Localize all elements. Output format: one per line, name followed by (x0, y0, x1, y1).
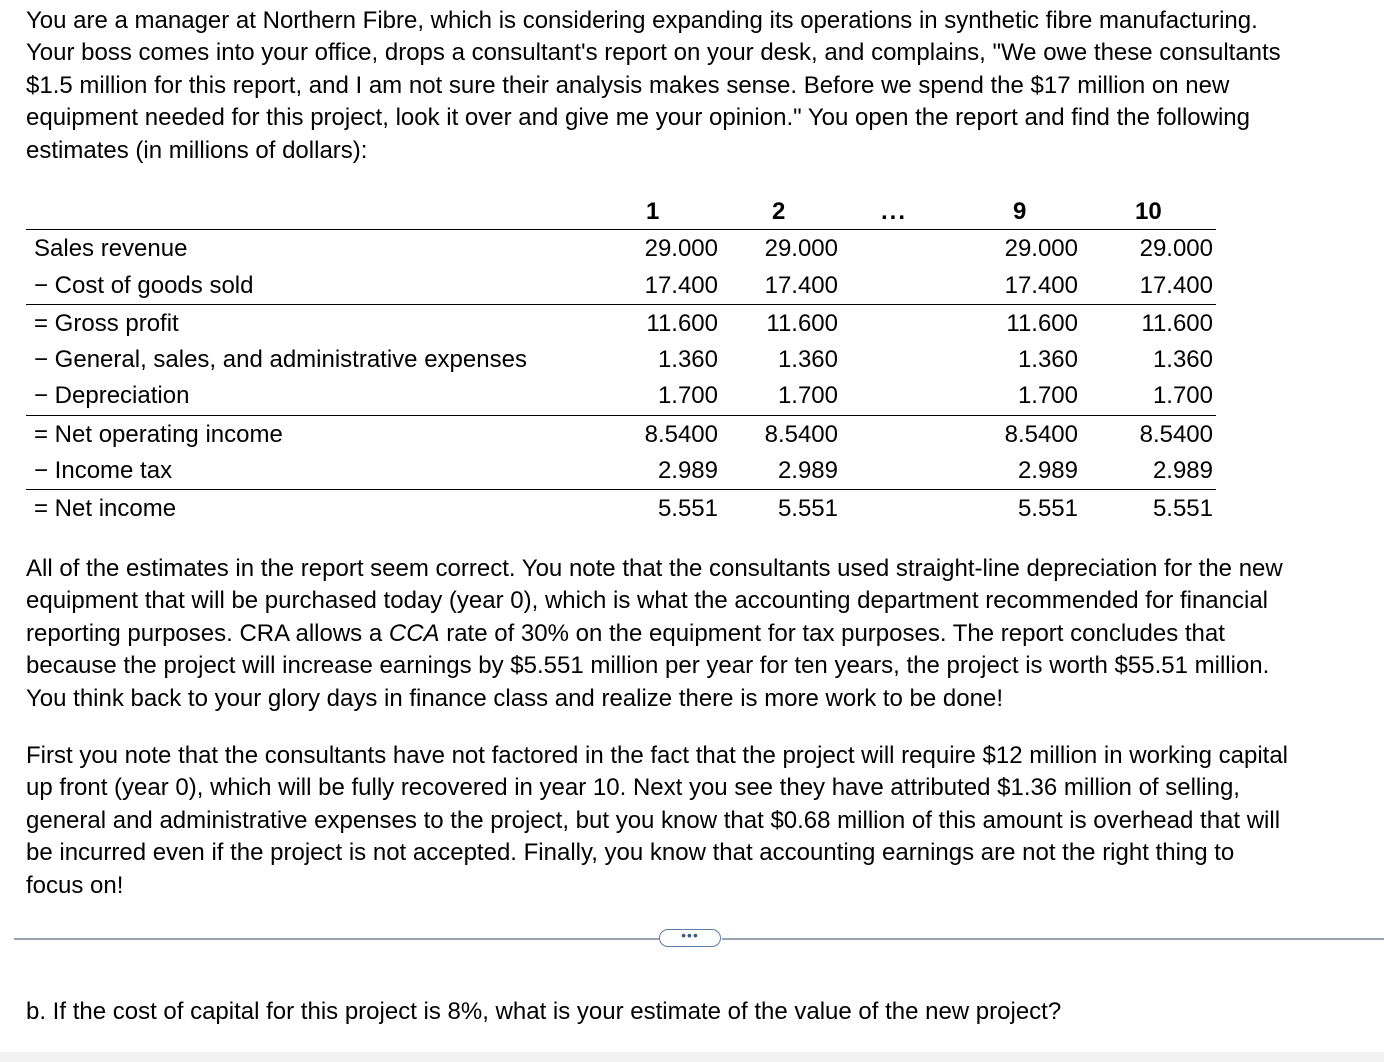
working-capital-paragraph (26, 740, 1384, 902)
cell-year-1: 2.989 (657, 457, 718, 484)
cell-year-9: 11.600 (1006, 310, 1078, 337)
row-label: − Depreciation (34, 382, 190, 409)
subtotal-rule (26, 415, 1216, 416)
intro-paragraph (26, 5, 1384, 167)
income-statement-table (26, 190, 1216, 530)
section-divider (722, 938, 1384, 940)
row-label: − Cost of goods sold (34, 272, 254, 299)
row-label: = Net operating income (34, 421, 283, 448)
section-divider (14, 938, 660, 940)
paragraph-line: up front (year 0), which will be fully recovered in year 10. Next you see they have attributed $1.36 million of selling, (26, 774, 1240, 802)
paragraph-line: equipment that will be purchased today (year 0), which is what the accounting department recommended for financial (26, 587, 1269, 615)
cell-year-2: 17.400 (764, 272, 838, 299)
paragraph-line: focus on! (26, 871, 124, 899)
cell-year-2: 11.600 (766, 310, 838, 337)
row-label: Sales revenue (34, 235, 188, 262)
subtotal-rule (26, 304, 1216, 305)
intro-line: estimates (in millions of dollars): (26, 136, 368, 164)
cell-year-2: 5.551 (777, 495, 838, 522)
depreciation-paragraph (26, 553, 1384, 715)
cell-year-1: 8.5400 (644, 421, 718, 448)
column-header-ellipsis: ... (881, 198, 908, 225)
column-header-year-1: 1 (646, 198, 660, 225)
intro-line: equipment needed for this project, look it over and give me your opinion." You open the report and find the following (26, 104, 1250, 132)
cell-year-10: 11.600 (1141, 310, 1213, 337)
column-header-year-10: 10 (1135, 198, 1162, 225)
cell-year-9: 5.551 (1017, 495, 1078, 522)
cell-year-1: 1.700 (657, 382, 718, 409)
cell-year-9: 29.000 (1004, 235, 1078, 262)
cell-year-1: 11.600 (646, 310, 718, 337)
cell-year-2: 29.000 (764, 235, 838, 262)
cell-year-2: 1.360 (777, 346, 838, 373)
cell-year-10: 17.400 (1139, 272, 1213, 299)
paragraph-line: All of the estimates in the report seem correct. You note that the consultants used straight-line depreciation for the new (26, 555, 1283, 582)
column-header-year-2: 2 (772, 198, 786, 225)
paragraph-line (26, 618, 1384, 650)
paragraph-text: reporting purposes. CRA allows a (26, 619, 389, 647)
cell-year-10: 5.551 (1152, 495, 1213, 522)
paragraph-line: be incurred even if the project is not accepted. Finally, you know that accounting earnings are not the right thing to (26, 839, 1235, 867)
subtotal-rule (26, 489, 1216, 490)
cell-year-2: 1.700 (777, 382, 838, 409)
intro-line: $1.5 million for this report, and I am not sure their analysis makes sense. Before we spend the $17 million on new (26, 71, 1230, 99)
cell-year-1: 1.360 (657, 346, 718, 373)
cell-year-1: 5.551 (657, 495, 718, 522)
cell-year-9: 1.360 (1017, 346, 1078, 373)
row-label: = Gross profit (34, 310, 179, 337)
cell-year-9: 8.5400 (1004, 421, 1078, 448)
cell-year-2: 8.5400 (764, 421, 838, 448)
cell-year-10: 8.5400 (1139, 421, 1213, 448)
expand-more-button[interactable]: ••• (659, 929, 721, 947)
cell-year-9: 17.400 (1004, 272, 1078, 299)
row-label: − General, sales, and administrative expenses (34, 346, 527, 373)
paragraph-line: general and administrative expenses to the project, but you know that $0.68 million of this amount is overhead that will (26, 806, 1281, 834)
paragraph-line: You think back to your glory days in finance class and realize there is more work to be done! (26, 684, 1003, 712)
cell-year-10: 29.000 (1139, 235, 1213, 262)
cell-year-10: 1.700 (1152, 382, 1213, 409)
paragraph-line: because the project will increase earnings by $5.551 million per year for ten years, the project is worth $55.51 million. (26, 652, 1270, 680)
header-rule (26, 229, 1216, 230)
cell-year-1: 29.000 (644, 235, 718, 262)
column-header-year-9: 9 (1013, 198, 1027, 225)
bottom-bar (0, 1052, 1384, 1062)
intro-line: Your boss comes into your office, drops a consultant's report on your desk, and complains, "We owe these consultants (26, 39, 1281, 67)
paragraph-text: rate of 30% on the equipment for tax purposes. The report concludes that (439, 619, 1225, 647)
cell-year-10: 2.989 (1152, 457, 1213, 484)
cell-year-9: 1.700 (1017, 382, 1078, 409)
cca-term: CCA (388, 619, 440, 647)
question-b: b. If the cost of capital for this project is 8%, what is your estimate of the value of the new project? (26, 998, 1062, 1025)
row-label: − Income tax (34, 457, 173, 484)
cell-year-1: 17.400 (644, 272, 718, 299)
cell-year-10: 1.360 (1152, 346, 1213, 373)
cell-year-9: 2.989 (1017, 457, 1078, 484)
paragraph-line: First you note that the consultants have not factored in the fact that the project will require $12 million in working capital (26, 742, 1289, 769)
cell-year-2: 2.989 (777, 457, 838, 484)
intro-line: You are a manager at Northern Fibre, which is considering expanding its operations in synthetic fibre manufacturing. (26, 7, 1258, 34)
row-label: = Net income (34, 495, 177, 522)
